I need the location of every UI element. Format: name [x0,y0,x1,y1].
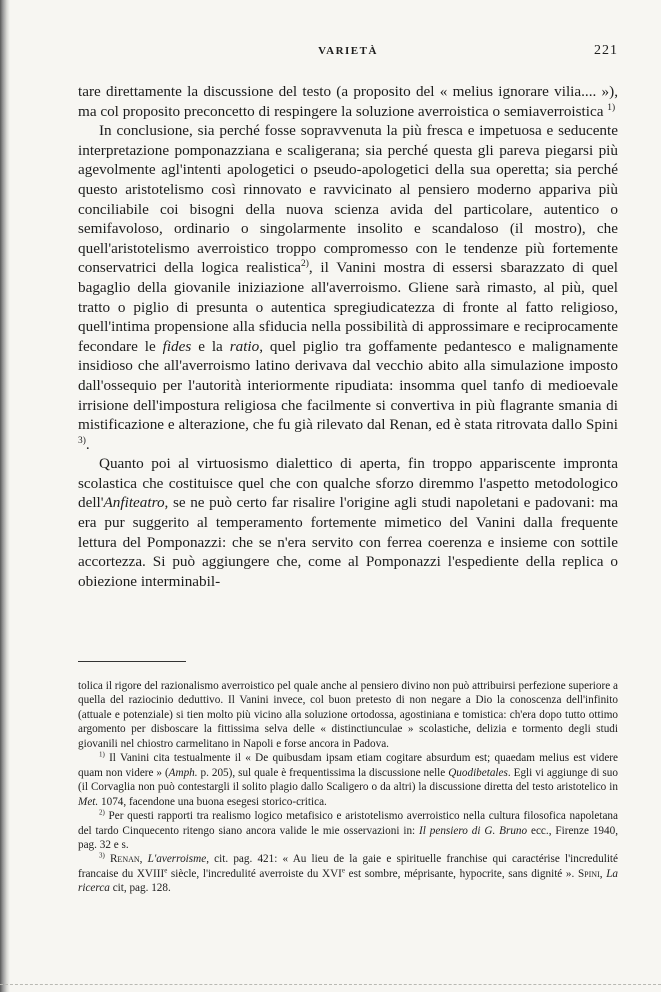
main-text [78,82,618,591]
footnote-ref-3: 3) [78,435,86,446]
page-number: 221 [594,43,618,58]
footnote-number: 2) [99,808,105,817]
footnote-3: $^{3)}$ Renan, L'averroisme, cit. pag. 421: « Au lieu de la gaie e spirituelle franchise qui caractérise l'incredulité francaise du XVIIIe siècle, l'incredulité averroiste du XVIe est sombre, méprisante, hypocrite, sans dignité ». Spini, La ricerca cit, pag. 128. [78,851,619,895]
footnote-number: 1) [99,750,105,759]
paragraph-2: In conclusione, sia perché fosse sopravvenuta la più fresca e impetuosa e seducente interpretazione pomponazziana e scaligerana; sia perché questa gli pareva piegarsi più agevolmente agl'intenti apologetici o pseudo-apologetici della sua operetta; sia perché questo aristotelismo così rinnovato e ravvicinato al pensiero moderno appariva più conciliabile coi bisogni della nuova scienza avida del particolare, autentico o semifavoloso, ordinario o singolarmente insolito e scandaloso (il mostro), che quell'aristotelismo averroistico troppo compromesso con le tendenze più fortemente conservatrici della logica realistica$^{2)}$, il Vanini mostra di essersi sbarazzato di quel bagaglio della giovanile iniziazione all'averroismo. Gliene sarà rimasto, al più, quel tratto o piglio di presunta o autentica spregiudicatezza di fronte al fatto religioso, quell'intima propensione alla sfiducia nella possibilità di approssimare e reciprocamente fecondare le fides e la ratio, quel piglio tra goffamente pedantesco e malignamente insidioso che all'averroismo latino derivava dal vecchio abito alla simulazione imposto dall'ossequio per l'autorità interiormente ripudiata: insomma quel tanfo di medioevale irrisione dell'impostura religiosa che facilmente si convertiva in più flagrante smania di mistificazione e alterazione, che fu già rilevato dal Renan, ed è stata ritrovata dallo Spini $^{3)}$. [78,122,618,453]
running-title: VARIETÀ [318,45,378,57]
footnote-ref-1: 1) [607,102,616,113]
page-bottom-edge [0,984,661,985]
term-ratio: ratio [229,337,260,355]
footnotes [78,679,618,896]
footnote-separator [78,661,186,662]
page-header [78,45,618,65]
footnote-number: 3) [99,851,105,860]
book-spine-shadow [0,0,10,992]
footnote-2: $^{2)}$ Per questi rapporti tra realismo logico metafisico e aristotelismo averroistico nella cultura filosofica napoletana del tardo Cinquecento ritengo siano ancora valide le mie osservazioni in: Il pensiero di G. Bruno ecc., Firenze 1940, pag. 32 e s. [78,808,618,851]
paragraph-1: tare direttamente la discussione del testo (a proposito del « melius ignorare vilia.... »), ma col proposito preconcetto di respingere la soluzione averroistica o semiaverroistica $^{1)}$ [78,83,618,120]
footnote-continuation: tolica il rigore del razionalismo averroistico pel quale anche al pensiero divino non può attribuirsi perfezione superiore a quella del raziocinio deduttivo. Il Vanini invece, col buon pretesto di non negare a Dio la conoscenza dell'infinito (attuale e potenziale) si tien molto più vicino alla soluzione ortodossa, agostiniana e tomistica: ch'era dopo tutto ottimo argomento per disboscare la fittissima selva delle « distinctiunculae » scolastiche, delizia e tormento degli studi giovanili nel chiostro carmelitano in Napoli e forse ancora in Padova. [78,680,618,750]
footnote-ref-2: 2) [301,259,309,270]
footnote-1: $^{1)}$ Il Vanini cita testualmente il « De quibusdam ipsam etiam cogitare absurdum est; quaedam melius est videre quam non videre » (Amph. p. 205), sul quale è frequentissima la discussione nelle Quodibetales. Egli vi aggiunge di suo (il Corvaglia non può contestargli il solito plagio dallo Scaligero o da altri) la discussione diretta del testo aristotelico in Met. 1074, facendone una buona esegesi storico-critica. [78,750,618,808]
term-fides: fides [162,337,192,355]
paragraph-3: Quanto poi al virtuosismo dialettico di aperta, fin troppo appariscente impronta scolastica che costituisce quel che con qualche sforzo diremmo l'aspetto metodologico dell'Anfiteatro, se ne può certo far risalire l'origine agli studi napoletani e padovani: ma era pur suggerito al temperamento fortemente mimetico del Vanini dalla frequente lettura del Pomponazzi: che se n'era servito con ferrea coerenza e insieme con sottile accortezza. Si può aggiungere che, come al Pomponazzi l'espediente della replica o obiezione interminabil- [78,455,618,590]
work-title-anfiteatro: Anfiteatro [103,494,165,512]
